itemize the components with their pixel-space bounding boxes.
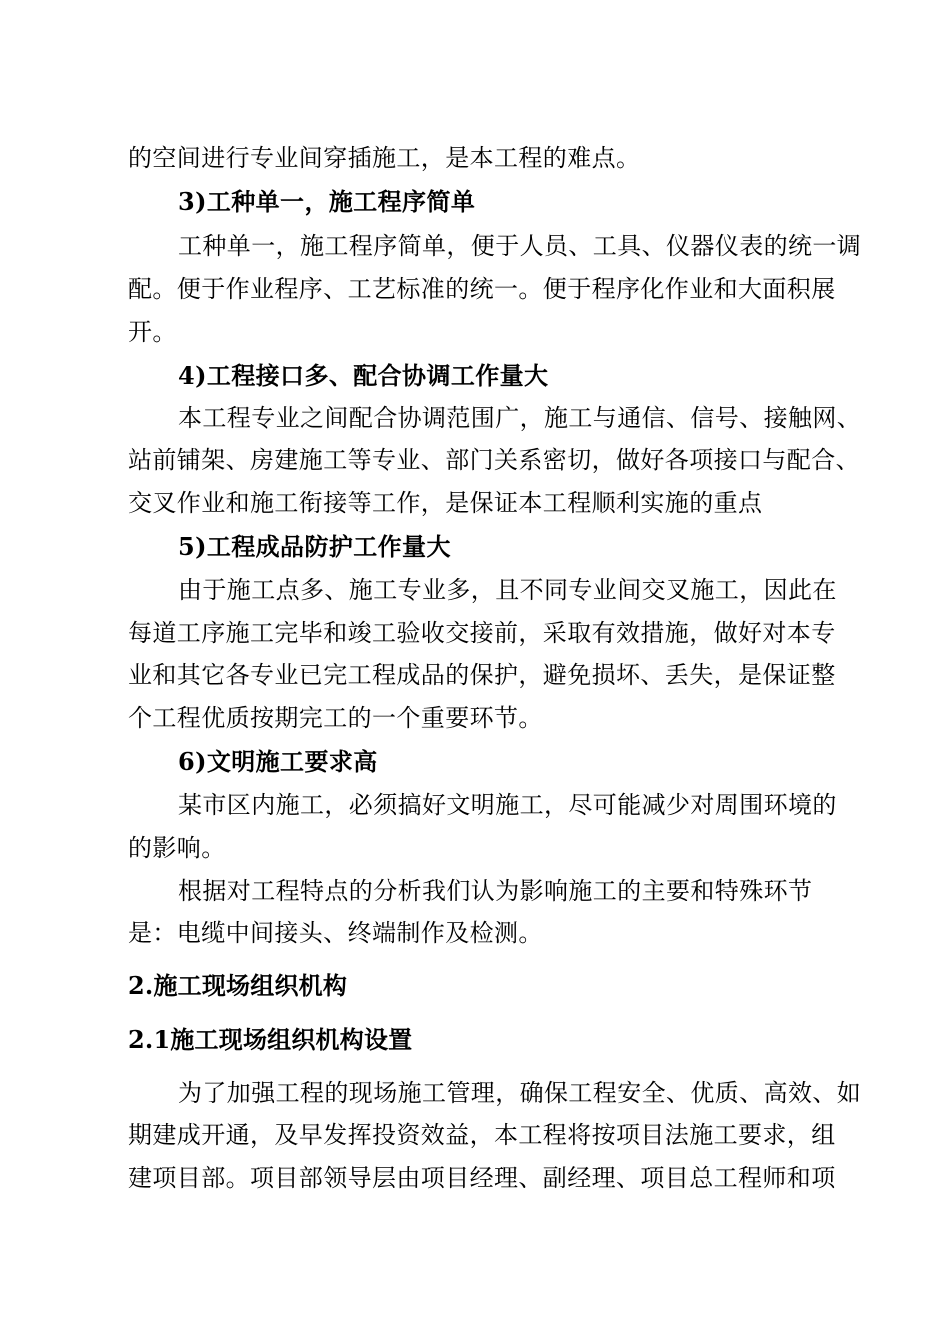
- paragraph-line: 配。便于作业程序、工艺标准的统一。便于程序化作业和大面积展: [128, 275, 836, 303]
- paragraph-line: 开。: [128, 318, 177, 346]
- chapter-heading-2: 2.施工现场组织机构: [128, 971, 348, 1000]
- paragraph-line: 交叉作业和施工衔接等工作，是保证本工程顺利实施的重点: [128, 489, 763, 517]
- paragraph-line: 根据对工程特点的分析我们认为影响施工的主要和特殊环节: [178, 877, 813, 905]
- paragraph-line: 某市区内施工，必须搞好文明施工，尽可能减少对周围环境的: [178, 791, 837, 819]
- paragraph-line: 的空间进行专业间穿插施工，是本工程的难点。: [128, 144, 641, 172]
- paragraph-line: 由于施工点多、施工专业多，且不同专业间交叉施工，因此在: [178, 576, 837, 604]
- paragraph-line: 工种单一，施工程序简单，便于人员、工具、仪器仪表的统一调: [178, 232, 862, 260]
- section-heading-2-1: 2.1施工现场组织机构设置: [128, 1025, 413, 1054]
- paragraph-line: 是：电缆中间接头、终端制作及检测。: [128, 919, 543, 947]
- paragraph-line: 每道工序施工完毕和竣工验收交接前，采取有效措施，做好对本专: [128, 619, 836, 647]
- paragraph-line: 站前铺架、房建施工等专业、部门关系密切，做好各项接口与配合、: [128, 446, 860, 474]
- paragraph-line: 业和其它各专业已完工程成品的保护，避免损坏、丢失，是保证整: [128, 661, 836, 689]
- paragraph-line: 期建成开通，及早发挥投资效益，本工程将按项目法施工要求，组: [128, 1121, 836, 1149]
- paragraph-line: 本工程专业之间配合协调范围广，施工与通信、信号、接触网、: [178, 404, 862, 432]
- section-heading-4: 4)工程接口多、配合协调工作量大: [178, 361, 549, 390]
- section-heading-5: 5)工程成品防护工作量大: [178, 532, 451, 561]
- paragraph-line: 的影响。: [128, 834, 226, 862]
- paragraph-line: 为了加强工程的现场施工管理，确保工程安全、优质、高效、如: [178, 1079, 862, 1107]
- section-heading-3: 3)工种单一，施工程序简单: [178, 187, 476, 216]
- paragraph-line: 个工程优质按期完工的一个重要环节。: [128, 704, 543, 732]
- section-heading-6: 6)文明施工要求高: [178, 747, 378, 776]
- paragraph-line: 建项目部。项目部领导层由项目经理、副经理、项目总工程师和项: [128, 1164, 836, 1192]
